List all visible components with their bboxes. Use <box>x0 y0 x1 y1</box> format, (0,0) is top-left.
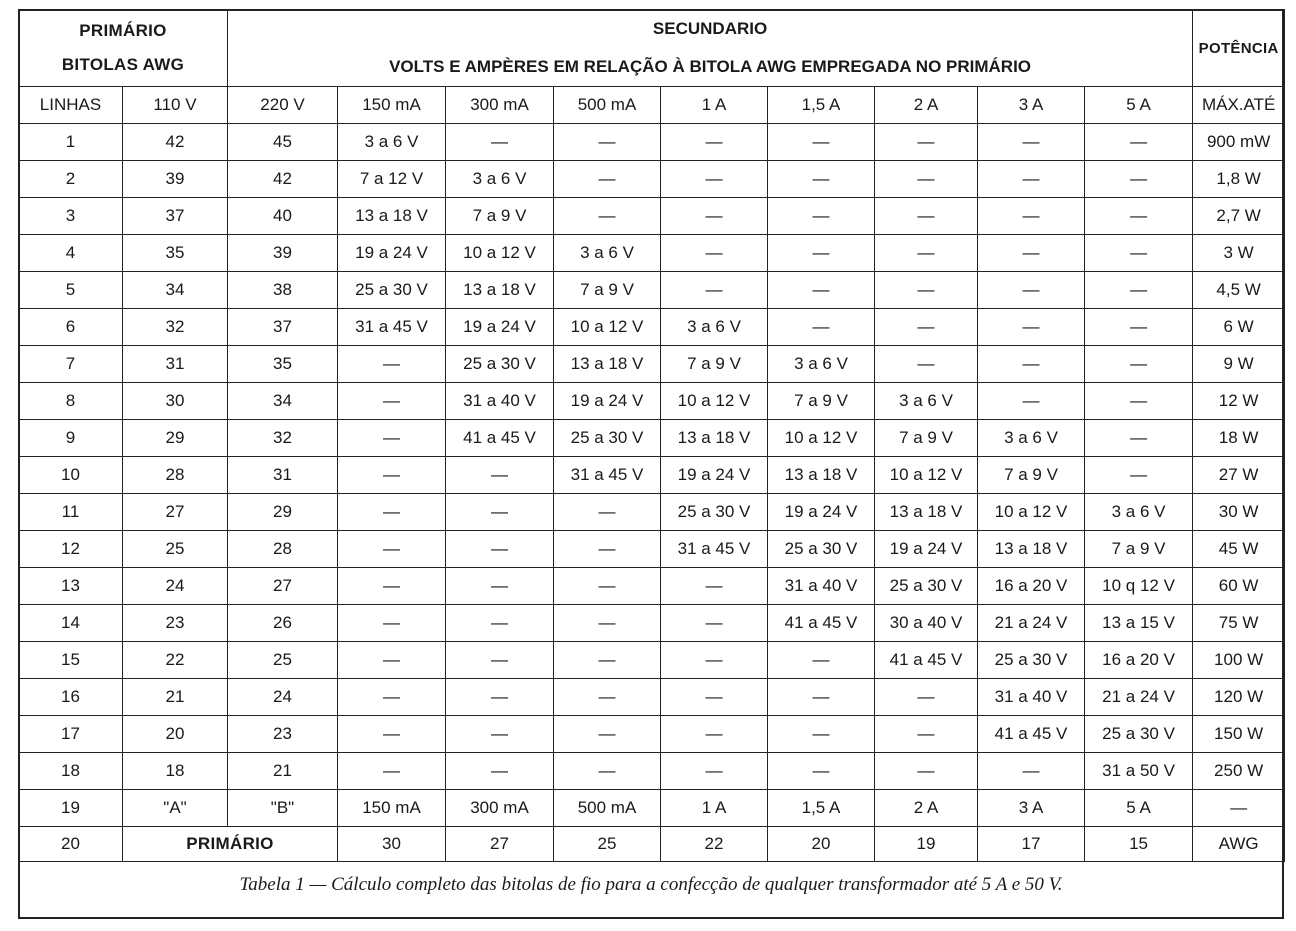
table-cell: 3 a 6 V <box>978 420 1085 457</box>
table-cell: 25 a 30 V <box>768 531 875 568</box>
table-row <box>19 568 1285 605</box>
table-cell: — <box>338 716 446 753</box>
table-cell: 41 a 45 V <box>978 716 1085 753</box>
table-cell: 45 <box>228 124 338 161</box>
table-cell: 42 <box>228 161 338 198</box>
table-cell: 13 a 18 V <box>446 272 554 309</box>
table-row <box>19 272 1285 309</box>
table-cell: — <box>554 642 661 679</box>
table-cell: 45 W <box>1193 531 1285 568</box>
table-cell: 7 a 9 V <box>661 346 768 383</box>
table-cell: 17 <box>19 716 123 753</box>
table-cell: — <box>1085 383 1193 420</box>
table-cell: 3 A <box>978 790 1085 827</box>
table-cell: 9 <box>19 420 123 457</box>
table-cell: — <box>338 531 446 568</box>
table-cell: 3 a 6 V <box>446 161 554 198</box>
table-cell: — <box>1193 790 1285 827</box>
table-cell: — <box>768 753 875 790</box>
table-cell: — <box>338 420 446 457</box>
table-cell: 16 a 20 V <box>978 568 1085 605</box>
table-cell: 2 <box>19 161 123 198</box>
table-cell: 19 a 24 V <box>446 309 554 346</box>
table-cell: 32 <box>228 420 338 457</box>
table-cell: — <box>1085 124 1193 161</box>
table-cell: 35 <box>123 235 228 272</box>
primario-header <box>19 10 228 87</box>
table-row <box>19 457 1285 494</box>
table-cell: 100 W <box>1193 642 1285 679</box>
table-cell: 42 <box>123 124 228 161</box>
table-cell: 31 a 45 V <box>338 309 446 346</box>
table-cell: 120 W <box>1193 679 1285 716</box>
table-cell: 3 a 6 V <box>875 383 978 420</box>
table-cell: — <box>554 605 661 642</box>
table-cell: 900 mW <box>1193 124 1285 161</box>
table-cell: 31 a 45 V <box>554 457 661 494</box>
table-cell: 1,5 A <box>768 790 875 827</box>
table-cell: 41 a 45 V <box>768 605 875 642</box>
table-cell: — <box>554 494 661 531</box>
footer-awg-value: 15 <box>1085 827 1193 862</box>
table-cell: — <box>446 716 554 753</box>
table-row <box>19 346 1285 383</box>
table-cell: 16 a 20 V <box>1085 642 1193 679</box>
footer-awg-unit: AWG <box>1193 827 1285 862</box>
column-header-9: 3 A <box>978 87 1085 124</box>
table-cell: 3 a 6 V <box>768 346 875 383</box>
column-header-7: 1,5 A <box>768 87 875 124</box>
table-cell: — <box>338 568 446 605</box>
table-row <box>19 531 1285 568</box>
table-cell: 40 <box>228 198 338 235</box>
table-cell: — <box>446 457 554 494</box>
table-cell: — <box>875 716 978 753</box>
table-cell: 7 a 9 V <box>875 420 978 457</box>
table-cell: — <box>446 753 554 790</box>
table-cell: 3 a 6 V <box>661 309 768 346</box>
table-cell: 6 <box>19 309 123 346</box>
table-cell: 14 <box>19 605 123 642</box>
table-cell: 37 <box>228 309 338 346</box>
table-cell: — <box>554 753 661 790</box>
table-cell: — <box>661 161 768 198</box>
table-cell: — <box>1085 272 1193 309</box>
header-row-1 <box>19 10 1285 49</box>
table-cell: 21 a 24 V <box>1085 679 1193 716</box>
table-cell: 2,7 W <box>1193 198 1285 235</box>
table-cell: 500 mA <box>554 790 661 827</box>
awg-table <box>18 9 1285 862</box>
table-cell: 32 <box>123 309 228 346</box>
table-cell: 3 a 6 V <box>338 124 446 161</box>
primario-title: PRIMÁRIO <box>79 21 167 40</box>
table-cell: 13 a 18 V <box>875 494 978 531</box>
table-cell: — <box>554 531 661 568</box>
table-cell: 41 a 45 V <box>446 420 554 457</box>
table-cell: — <box>1085 309 1193 346</box>
table-cell: 28 <box>123 457 228 494</box>
table-cell: — <box>768 679 875 716</box>
table-body <box>19 10 1285 124</box>
table-cell: 31 a 50 V <box>1085 753 1193 790</box>
primario-subtitle: BITOLAS AWG <box>61 55 185 74</box>
footer-awg-value: 17 <box>978 827 1085 862</box>
table-cell: 22 <box>123 642 228 679</box>
table-cell: 31 a 45 V <box>661 531 768 568</box>
table-row <box>19 420 1285 457</box>
table-cell: 3 a 6 V <box>554 235 661 272</box>
table-cell: — <box>768 124 875 161</box>
table-cell: — <box>661 124 768 161</box>
table-cell: — <box>661 716 768 753</box>
footer-awg-value: 25 <box>554 827 661 862</box>
table-cell: 41 a 45 V <box>875 642 978 679</box>
table-row <box>19 679 1285 716</box>
table-row <box>19 494 1285 531</box>
table-cell: 150 mA <box>338 790 446 827</box>
table-cell: — <box>338 679 446 716</box>
table-cell: 30 W <box>1193 494 1285 531</box>
table-cell: — <box>446 642 554 679</box>
data-rows <box>19 124 1285 827</box>
table-cell: 31 a 40 V <box>446 383 554 420</box>
table-cell: — <box>446 531 554 568</box>
table-cell: — <box>554 679 661 716</box>
table-cell: 3 <box>19 198 123 235</box>
table-cell: — <box>661 642 768 679</box>
footer-awg-value: 27 <box>446 827 554 862</box>
table-cell: — <box>446 568 554 605</box>
table-cell: 1 <box>19 124 123 161</box>
table-cell: — <box>446 494 554 531</box>
table-cell: 13 a 18 V <box>554 346 661 383</box>
table-cell: 7 a 12 V <box>338 161 446 198</box>
table-cell: — <box>978 124 1085 161</box>
table-row <box>19 716 1285 753</box>
table-caption: Tabela 1 — Cálculo completo das bitolas de fio para a confecção de qualquer transformador até 5 A e 50 V. <box>239 873 1063 895</box>
secundario-title: SECUNDARIO <box>652 19 768 38</box>
column-header-row <box>19 87 1285 124</box>
table-cell: 23 <box>123 605 228 642</box>
table-cell: 25 <box>228 642 338 679</box>
table-cell: 75 W <box>1193 605 1285 642</box>
table-cell: 31 <box>228 457 338 494</box>
table-row <box>19 790 1285 827</box>
footer-awg-value: 19 <box>875 827 978 862</box>
table-cell: 3 W <box>1193 235 1285 272</box>
table-cell: — <box>338 642 446 679</box>
table-cell: 5 A <box>1085 790 1193 827</box>
table-cell: — <box>1085 346 1193 383</box>
table-cell: 20 <box>123 716 228 753</box>
table-cell: 25 a 30 V <box>661 494 768 531</box>
table-cell: — <box>978 198 1085 235</box>
table-cell: 19 a 24 V <box>554 383 661 420</box>
table-cell: — <box>554 124 661 161</box>
table-cell: 1 A <box>661 790 768 827</box>
table-cell: — <box>338 753 446 790</box>
table-cell: 34 <box>123 272 228 309</box>
column-header-8: 2 A <box>875 87 978 124</box>
footer-primario-label: PRIMÁRIO <box>123 827 338 862</box>
table-row <box>19 753 1285 790</box>
footer-awg-value: 22 <box>661 827 768 862</box>
table-cell: 150 W <box>1193 716 1285 753</box>
table-cell: 23 <box>228 716 338 753</box>
table-cell: — <box>446 605 554 642</box>
table-cell: 8 <box>19 383 123 420</box>
table-cell: — <box>978 753 1085 790</box>
table-cell: — <box>768 309 875 346</box>
table-cell: 25 a 30 V <box>875 568 978 605</box>
table-row <box>19 198 1285 235</box>
table-cell: 19 a 24 V <box>768 494 875 531</box>
table-cell: — <box>875 272 978 309</box>
table-cell: 2 A <box>875 790 978 827</box>
table-cell: 27 W <box>1193 457 1285 494</box>
table-cell: — <box>875 679 978 716</box>
table-cell: 24 <box>123 568 228 605</box>
table-cell: — <box>875 753 978 790</box>
table-cell: — <box>978 309 1085 346</box>
table-cell: — <box>978 161 1085 198</box>
table-cell: 27 <box>123 494 228 531</box>
table-cell: 34 <box>228 383 338 420</box>
table-cell: 10 <box>19 457 123 494</box>
potencia-header: POTÊNCIA <box>1193 10 1285 87</box>
table-row <box>19 309 1285 346</box>
table-cell: 25 <box>123 531 228 568</box>
table-cell: — <box>875 309 978 346</box>
table-cell: 300 mA <box>446 790 554 827</box>
table-cell: 26 <box>228 605 338 642</box>
table-cell: 7 a 9 V <box>768 383 875 420</box>
table-cell: 29 <box>228 494 338 531</box>
table-cell: 24 <box>228 679 338 716</box>
table-cell: 37 <box>123 198 228 235</box>
table-cell: — <box>661 568 768 605</box>
table-cell: — <box>661 198 768 235</box>
table-cell: 25 a 30 V <box>978 642 1085 679</box>
table-row <box>19 124 1285 161</box>
table-cell: 35 <box>228 346 338 383</box>
table-cell: 39 <box>123 161 228 198</box>
table-cell: 31 <box>123 346 228 383</box>
table-cell: — <box>768 272 875 309</box>
column-header-5: 500 mA <box>554 87 661 124</box>
table-cell: 28 <box>228 531 338 568</box>
table-row <box>19 642 1285 679</box>
table-cell: 25 a 30 V <box>446 346 554 383</box>
table-cell: 7 a 9 V <box>554 272 661 309</box>
table-cell: 11 <box>19 494 123 531</box>
table-cell: — <box>978 272 1085 309</box>
table-row <box>19 161 1285 198</box>
table-cell: 10 a 12 V <box>554 309 661 346</box>
secundario-subtitle: VOLTS E AMPÈRES EM RELAÇÃO À BITOLA AWG EMPREGADA NO PRIMÁRIO <box>228 48 1193 87</box>
table-cell: — <box>554 161 661 198</box>
table-cell: 18 W <box>1193 420 1285 457</box>
table-row <box>19 605 1285 642</box>
table-cell: 19 a 24 V <box>338 235 446 272</box>
table-cell: 13 a 18 V <box>661 420 768 457</box>
table-cell: 39 <box>228 235 338 272</box>
table-cell: 30 <box>123 383 228 420</box>
table-cell: 13 a 18 V <box>978 531 1085 568</box>
table-cell: 19 a 24 V <box>661 457 768 494</box>
table-cell: 16 <box>19 679 123 716</box>
column-header-1: 110 V <box>123 87 228 124</box>
table-cell: — <box>554 568 661 605</box>
table-cell: 18 <box>123 753 228 790</box>
table-row <box>19 383 1285 420</box>
table-cell: 6 W <box>1193 309 1285 346</box>
table-cell: 25 a 30 V <box>338 272 446 309</box>
table-cell: 30 a 40 V <box>875 605 978 642</box>
table-cell: 21 <box>228 753 338 790</box>
table-cell: — <box>554 198 661 235</box>
table-cell: 19 a 24 V <box>875 531 978 568</box>
table-cell: 10 a 12 V <box>875 457 978 494</box>
table-cell: — <box>768 198 875 235</box>
table-cell: 4,5 W <box>1193 272 1285 309</box>
table-cell: 13 a 18 V <box>768 457 875 494</box>
table-cell: 10 q 12 V <box>1085 568 1193 605</box>
table-cell: 12 <box>19 531 123 568</box>
table-cell: 10 a 12 V <box>768 420 875 457</box>
table-cell: 19 <box>19 790 123 827</box>
column-header-2: 220 V <box>228 87 338 124</box>
table-cell: 15 <box>19 642 123 679</box>
table-cell: 13 a 15 V <box>1085 605 1193 642</box>
table-cell: 7 a 9 V <box>446 198 554 235</box>
table-cell: — <box>1085 457 1193 494</box>
table-cell: 31 a 40 V <box>978 679 1085 716</box>
table-cell: — <box>661 679 768 716</box>
table-cell: — <box>978 346 1085 383</box>
table-cell: "B" <box>228 790 338 827</box>
table-cell: — <box>768 642 875 679</box>
table-cell: 4 <box>19 235 123 272</box>
table-cell: — <box>875 346 978 383</box>
table-cell: — <box>554 716 661 753</box>
table-cell: 18 <box>19 753 123 790</box>
column-header-6: 1 A <box>661 87 768 124</box>
table-cell: — <box>446 124 554 161</box>
table-cell: 1,8 W <box>1193 161 1285 198</box>
table-cell: — <box>875 161 978 198</box>
table-cell: 12 W <box>1193 383 1285 420</box>
footer-line-number: 20 <box>19 827 123 862</box>
table-cell: 31 a 40 V <box>768 568 875 605</box>
column-header-0: LINHAS <box>19 87 123 124</box>
table-cell: — <box>1085 420 1193 457</box>
table-cell: — <box>978 383 1085 420</box>
table-cell: — <box>875 235 978 272</box>
table-cell: — <box>1085 198 1193 235</box>
footer-awg-value: 20 <box>768 827 875 862</box>
table-cell: — <box>661 272 768 309</box>
table-cell: — <box>978 235 1085 272</box>
table-cell: — <box>768 716 875 753</box>
table-cell: — <box>768 161 875 198</box>
column-header-11: MÁX.ATÉ <box>1193 87 1285 124</box>
table-cell: 25 a 30 V <box>554 420 661 457</box>
table-cell: 25 a 30 V <box>1085 716 1193 753</box>
table-cell: — <box>661 753 768 790</box>
table-cell: 13 <box>19 568 123 605</box>
column-header-3: 150 mA <box>338 87 446 124</box>
table-cell: 7 a 9 V <box>1085 531 1193 568</box>
table-cell: "A" <box>123 790 228 827</box>
table-row <box>19 235 1285 272</box>
table-cell: 7 a 9 V <box>978 457 1085 494</box>
table-cell: — <box>338 383 446 420</box>
table-cell: 10 a 12 V <box>978 494 1085 531</box>
table-cell: — <box>875 124 978 161</box>
table-cell: — <box>446 679 554 716</box>
table-cell: 38 <box>228 272 338 309</box>
table-cell: — <box>768 235 875 272</box>
table-cell: — <box>875 198 978 235</box>
table-cell: — <box>338 494 446 531</box>
table-cell: 5 <box>19 272 123 309</box>
table-cell: 27 <box>228 568 338 605</box>
table-cell: — <box>338 346 446 383</box>
table-cell: 13 a 18 V <box>338 198 446 235</box>
table-cell: 10 a 12 V <box>446 235 554 272</box>
table-cell: 29 <box>123 420 228 457</box>
table-cell: 7 <box>19 346 123 383</box>
table-cell: 10 a 12 V <box>661 383 768 420</box>
table-cell: — <box>1085 235 1193 272</box>
table-cell: 3 a 6 V <box>1085 494 1193 531</box>
table-cell: — <box>338 457 446 494</box>
secundario-header <box>228 10 1193 49</box>
table-cell: — <box>661 235 768 272</box>
table-cell: 21 <box>123 679 228 716</box>
table-cell: 60 W <box>1193 568 1285 605</box>
table-cell: 250 W <box>1193 753 1285 790</box>
column-header-10: 5 A <box>1085 87 1193 124</box>
table-cell: — <box>338 605 446 642</box>
table-cell: — <box>661 605 768 642</box>
footer-awg-value: 30 <box>338 827 446 862</box>
table-cell: — <box>1085 161 1193 198</box>
column-header-4: 300 mA <box>446 87 554 124</box>
table-cell: 9 W <box>1193 346 1285 383</box>
table-cell: 21 a 24 V <box>978 605 1085 642</box>
